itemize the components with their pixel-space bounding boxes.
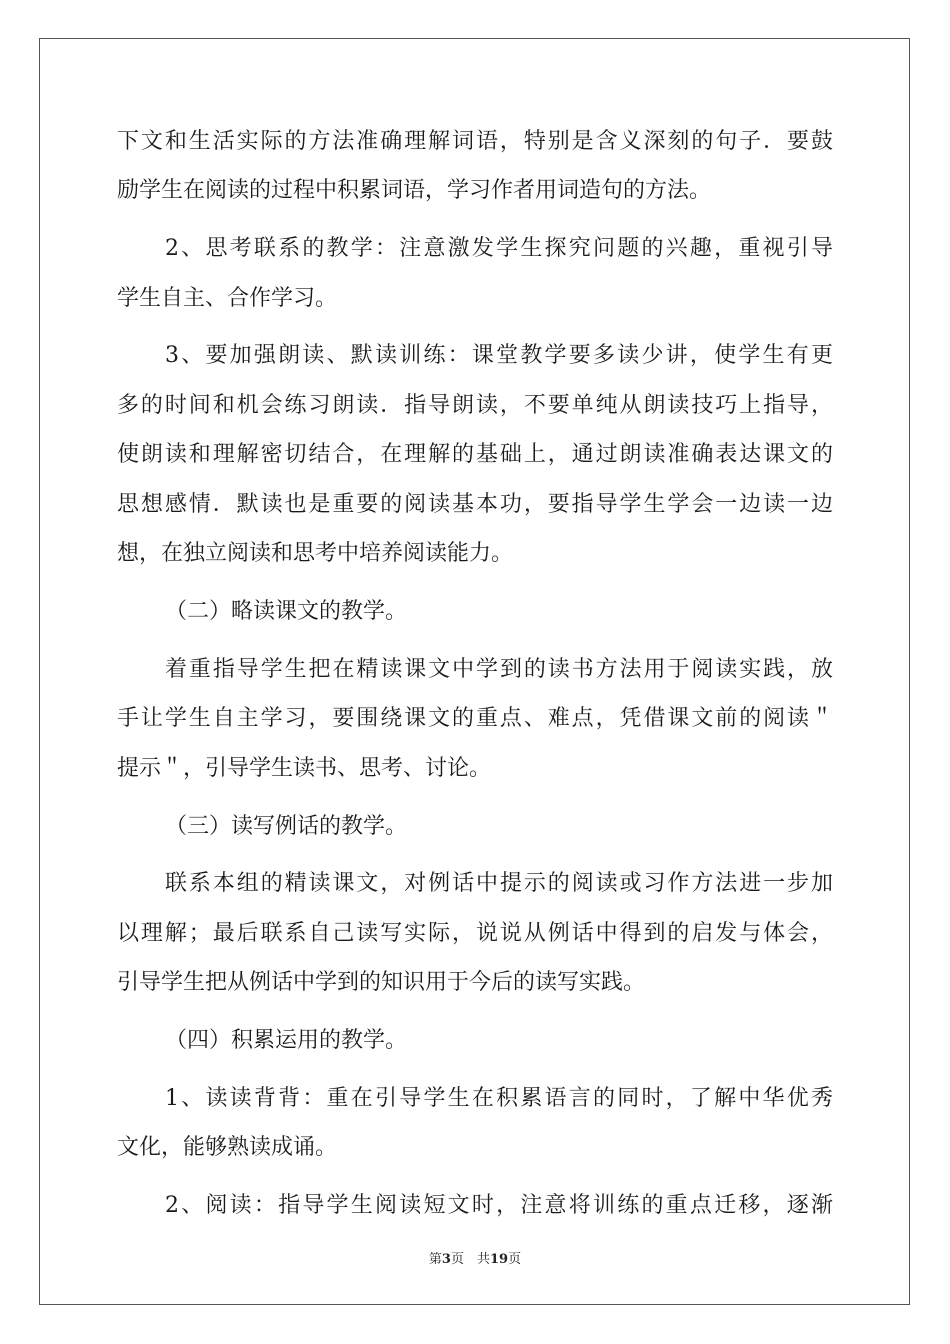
text-line: 2、思考联系的教学：注意激发学生探究问题的兴趣，重视引导 [165, 236, 833, 261]
text-line: 励学生在阅读的过程中积累词语，学习作者用词造句的方法。 [117, 178, 712, 203]
text-line: 手让学生自主学习，要围绕课文的重点、难点，凭借课文前的阅读＂ [117, 706, 833, 731]
text-line: 学生自主、合作学习。 [117, 286, 338, 311]
text-line: 文化，能够熟读成诵。 [117, 1135, 338, 1160]
text-line: 2、阅读：指导学生阅读短文时，注意将训练的重点迁移，逐渐 [165, 1193, 833, 1218]
page-current-number: 3 [441, 1252, 451, 1267]
section-heading: （四）积累运用的教学。 [165, 1028, 408, 1053]
section-heading: （二）略读课文的教学。 [165, 599, 408, 624]
text-line: 下文和生活实际的方法准确理解词语，特别是含义深刻的句子．要鼓 [117, 129, 833, 154]
section-heading: （三）读写例话的教学。 [165, 814, 408, 839]
text-line: 以理解；最后联系自己读写实际，说说从例话中得到的启发与体会， [117, 921, 833, 946]
text-line: 引导学生把从例话中学到的知识用于今后的读写实践。 [117, 970, 646, 995]
text-line: 联系本组的精读课文，对例话中提示的阅读或习作方法进一步加 [165, 871, 833, 896]
page-mid: 页 共 [450, 1252, 490, 1267]
text-line: 使朗读和理解密切结合，在理解的基础上，通过朗读准确表达课文的 [117, 442, 833, 467]
page-total-number: 19 [489, 1252, 509, 1267]
text-line: 思想感情．默读也是重要的阅读基本功，要指导学生学会一边读一边 [117, 492, 833, 517]
text-line: 1、读读背背：重在引导学生在积累语言的同时，了解中华优秀 [165, 1086, 833, 1111]
page-prefix: 第 [428, 1252, 442, 1267]
page-suffix: 页 [508, 1252, 522, 1267]
page-footer [0, 1248, 950, 1267]
text-line: 着重指导学生把在精读课文中学到的读书方法用于阅读实践，放 [165, 657, 833, 682]
text-line: 提示＂，引导学生读书、思考、讨论。 [117, 756, 492, 781]
text-line: 3、要加强朗读、默读训练：课堂教学要多读少讲，使学生有更 [165, 343, 833, 368]
text-line: 想，在独立阅读和思考中培养阅读能力。 [117, 541, 514, 566]
text-line: 多的时间和机会练习朗读．指导朗读，不要单纯从朗读技巧上指导， [117, 393, 833, 418]
